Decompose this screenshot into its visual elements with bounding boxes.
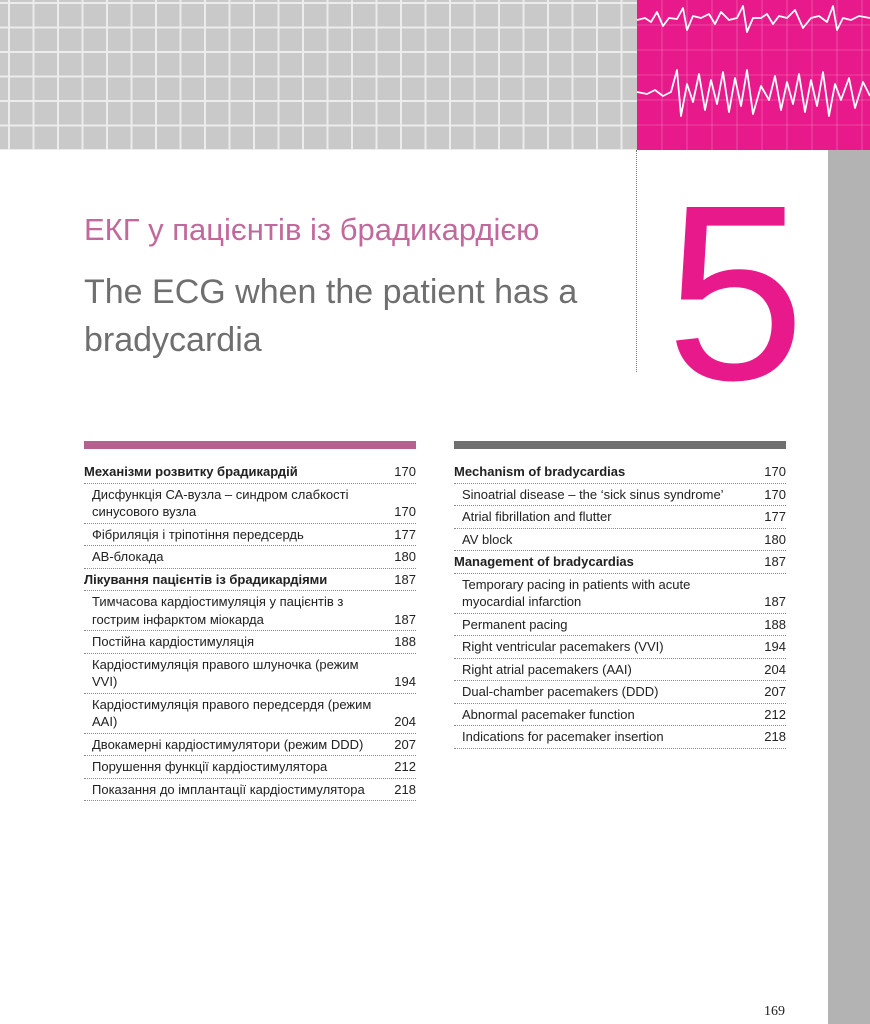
toc-entry-title: Mechanism of bradycardias [454, 464, 626, 479]
toc-entry[interactable] [84, 756, 416, 779]
toc-entry-page: 187 [764, 554, 786, 569]
toc-entry-title: Кардіостимуляція правого шлуночка (режим VVI) [92, 656, 359, 689]
toc-entry-page: 212 [394, 759, 416, 774]
toc-entry-page: 187 [394, 571, 416, 587]
toc-entry[interactable] [454, 726, 786, 749]
toc-entry-page: 207 [764, 684, 786, 699]
toc-entry[interactable] [454, 704, 786, 727]
toc-entry-title: Двокамерні кардіостимулятори (режим DDD) [92, 736, 364, 752]
toc-entry-title: Кардіостимуляція правого передсердя (режим AAI) [92, 696, 372, 729]
toc-entry-title: Right atrial pacemakers (AAI) [462, 661, 632, 677]
toc-entry[interactable] [84, 694, 416, 734]
toc-entry[interactable] [84, 569, 416, 592]
toc-entry-page: 204 [394, 714, 416, 729]
toc-entry-page: 207 [394, 736, 416, 752]
toc-entry-page: 187 [394, 611, 416, 627]
toc-entry-title: Показання до імплантації кардіостимулятора [92, 781, 365, 797]
toc-entry-page: 177 [764, 509, 786, 524]
toc-entry-page: 194 [764, 639, 786, 654]
toc-entry[interactable] [84, 779, 416, 802]
toc-entry-page: 170 [764, 486, 786, 502]
toc-entry[interactable] [84, 734, 416, 757]
chapter-title-uk: ЕКГ у пацієнтів із брадикардією [84, 212, 540, 247]
toc-bar-en [454, 441, 786, 449]
toc-entry[interactable] [84, 631, 416, 654]
toc-entry-title: Indications for pacemaker insertion [462, 729, 664, 744]
chapter-number: 5 [666, 153, 802, 432]
toc-entry[interactable] [84, 524, 416, 547]
toc-entry-title: Тимчасова кардіостимуляція у пацієнтів з гострим інфарктом міокарда [92, 594, 344, 627]
toc-entry-page: 170 [394, 504, 416, 519]
toc-entry[interactable] [454, 529, 786, 552]
page-number: 169 [764, 1004, 785, 1019]
toc-entry-title: Фібриляція і тріпотіння передсердь [92, 526, 304, 542]
toc-entry-page: 188 [764, 616, 786, 632]
toc-entry[interactable] [84, 591, 416, 631]
toc-entry[interactable] [454, 506, 786, 529]
dotted-divider [636, 150, 637, 372]
toc-entry-title: Abnormal pacemaker function [462, 706, 635, 722]
toc-entry[interactable] [454, 681, 786, 704]
toc-entry[interactable] [454, 461, 786, 484]
toc-entry-page: 177 [394, 526, 416, 542]
toc-entry-title: Механізми розвитку брадикардій [84, 464, 298, 479]
toc-entry-page: 170 [764, 464, 786, 479]
toc-entry-page: 218 [394, 781, 416, 797]
toc-entry[interactable] [454, 614, 786, 637]
toc-entry[interactable] [84, 484, 416, 524]
toc-entry-page: 194 [394, 674, 416, 689]
chapter-title-en: The ECG when the patient has a bradycardia [84, 273, 578, 359]
toc-entry[interactable] [84, 461, 416, 484]
toc-entry[interactable] [84, 546, 416, 569]
toc-entry-page: 188 [394, 634, 416, 649]
toc-entry[interactable] [454, 659, 786, 682]
toc-entry-title: Atrial fibrillation and flutter [462, 509, 612, 524]
toc-entry[interactable] [454, 551, 786, 574]
toc-entry-title: Sinoatrial disease – the ‘sick sinus syndrome’ [462, 486, 724, 502]
toc-entry-title: Temporary pacing in patients with acute myocardial infarction [462, 576, 691, 609]
toc-entry-page: 204 [764, 661, 786, 677]
toc-entry-title: Порушення функції кардіостимулятора [92, 759, 328, 774]
toc-entry-title: Management of bradycardias [454, 554, 634, 569]
toc-entry-page: 187 [764, 594, 786, 609]
toc-english [454, 441, 786, 749]
toc-entry-title: Дисфункція СА-вузла – синдром слабкості синусового вузла [92, 486, 349, 519]
toc-entry[interactable] [454, 574, 786, 614]
toc-entry-title: Permanent pacing [462, 616, 568, 632]
toc-entry-page: 212 [764, 706, 786, 722]
toc-entry-page: 180 [764, 531, 786, 547]
toc-entry-title: Dual-chamber pacemakers (DDD) [462, 684, 659, 699]
toc-entry-title: Right ventricular pacemakers (VVI) [462, 639, 664, 654]
toc-entry[interactable] [454, 636, 786, 659]
toc-entry-page: 170 [394, 464, 416, 479]
toc-entry[interactable] [454, 484, 786, 507]
toc-entry-page: 218 [764, 729, 786, 744]
ecg-trace-image [637, 0, 870, 150]
side-bar [828, 150, 870, 1024]
toc-ukrainian [84, 441, 416, 801]
toc-bar-uk [84, 441, 416, 449]
toc-entry-title: АВ-блокада [92, 549, 164, 564]
toc-entry-title: AV block [462, 531, 513, 547]
toc-entry-page: 180 [394, 549, 416, 564]
toc-entry[interactable] [84, 654, 416, 694]
toc-entry-title: Постійна кардіостимуляція [92, 634, 255, 649]
toc-entry-title: Лікування пацієнтів із брадикардіями [84, 571, 328, 587]
ecg-grid-band [0, 0, 637, 150]
